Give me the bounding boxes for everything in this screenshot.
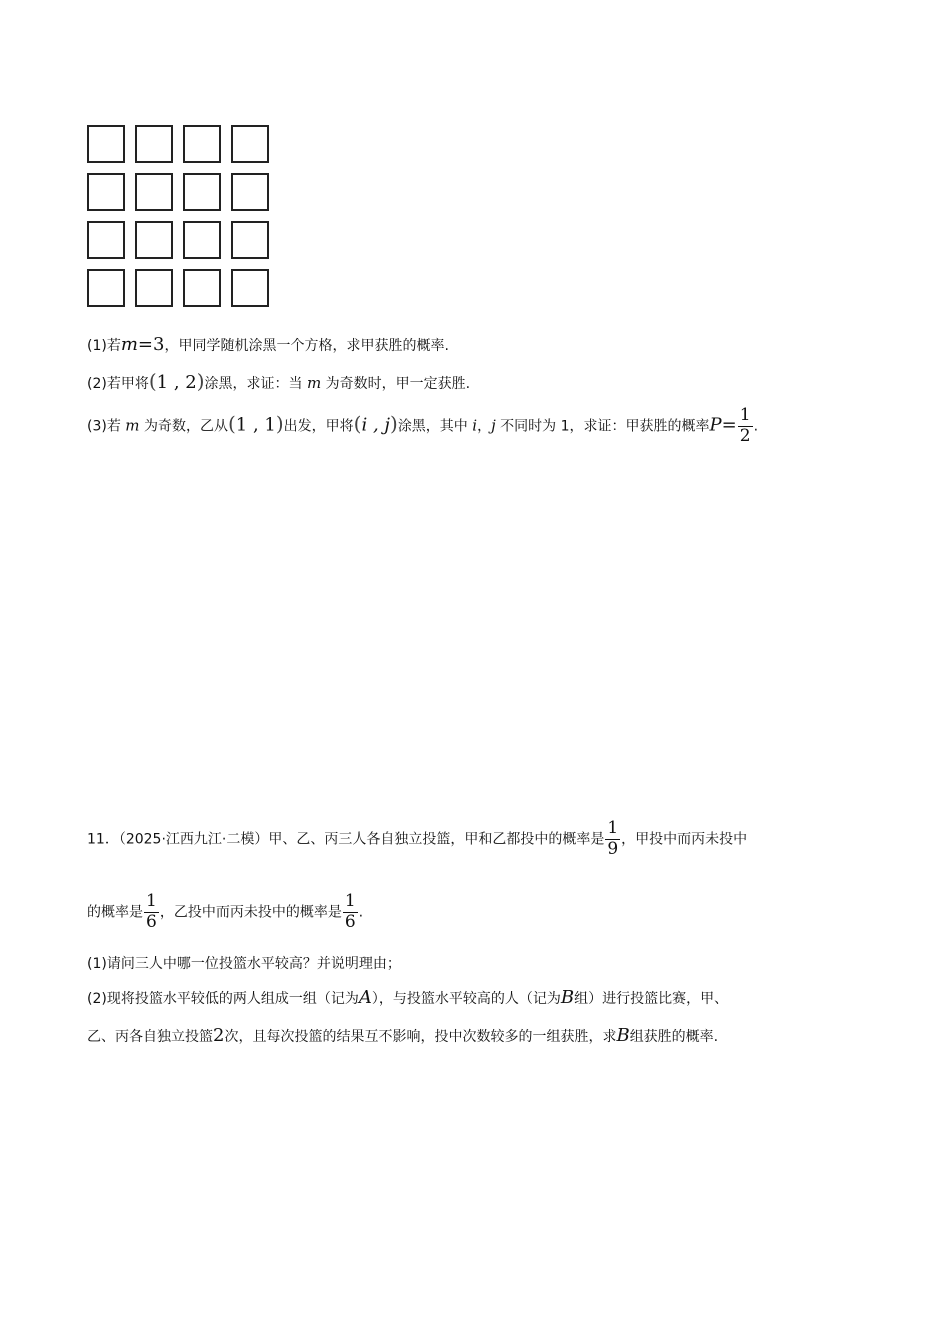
q3-t2: 出发，甲将: [283, 418, 354, 435]
problem-11-line-2: [87, 893, 363, 932]
question-1: [87, 336, 449, 354]
grid-cell: [135, 173, 173, 211]
fraction-denominator: 9: [607, 838, 619, 859]
problem-11-sub-1: [87, 957, 401, 971]
fraction-numerator: 1: [344, 891, 356, 911]
p11-s3-num: 2: [213, 1025, 225, 1046]
p11-l2-text: 的概率是: [87, 904, 143, 921]
grid-cell: [231, 173, 269, 211]
p11-l2-end: .: [358, 904, 364, 921]
var-b: B: [616, 1025, 630, 1046]
var-m: m: [125, 416, 140, 435]
problem-11-sub-2: [87, 989, 728, 1007]
q3-sep: ，: [477, 418, 492, 435]
var-j: j: [491, 416, 496, 435]
grid-cell: [87, 173, 125, 211]
fraction-one-sixth: [343, 893, 358, 932]
q3-coord-1: 1 , 1: [235, 414, 276, 436]
problem-11-header: 11．（2025·江西九江·二模）甲、乙、丙三人各自独立投篮，甲和乙都投中的概率是: [87, 831, 605, 848]
square-grid: [87, 125, 269, 307]
q3-eq: =: [721, 414, 737, 436]
q3-pre: (3)若: [87, 418, 126, 435]
q1-label: (1)若: [87, 338, 121, 354]
grid-cell: [87, 125, 125, 163]
grid-cell: [135, 269, 173, 307]
grid-cell: [231, 221, 269, 259]
p11-s2-b: ），与投篮水平较高的人（记为: [371, 991, 561, 1007]
grid-cell: [87, 221, 125, 259]
grid-cell: [135, 125, 173, 163]
paren-open: (: [148, 369, 157, 393]
q1-text: ，甲同学随机涂黑一个方格，求甲获胜的概率.: [164, 338, 449, 354]
var-b: B: [560, 987, 575, 1008]
question-2: [87, 371, 470, 392]
grid-cell: [231, 269, 269, 307]
q1-eq: =3: [137, 334, 165, 355]
fraction-denominator: 6: [146, 911, 157, 932]
q2-mid: 涂黑，求证：当: [204, 376, 307, 392]
p11-s3-b: 次，且每次投篮的结果互不影响，投中次数较多的一组获胜，求: [224, 1029, 617, 1045]
problem-11-sub-2-cont: [87, 1027, 718, 1045]
paren-close: ): [390, 411, 398, 436]
fraction-one-sixth: [144, 893, 159, 932]
q2-coord: 1 , 2: [156, 372, 197, 393]
q3-coord-2: i , j: [361, 414, 390, 436]
question-3: [87, 407, 758, 446]
p11-s3-c: 组获胜的概率.: [629, 1029, 719, 1045]
fraction-denominator: 2: [739, 425, 751, 446]
q3-end: .: [753, 418, 759, 435]
q3-t3: 涂黑，其中: [397, 418, 473, 435]
grid-cell: [135, 221, 173, 259]
q2-text: 为奇数时，甲一定获胜.: [321, 376, 471, 392]
paren-open: (: [353, 411, 362, 436]
grid-cell: [231, 125, 269, 163]
problem-11-line-1: [87, 820, 747, 859]
grid-cell: [183, 173, 221, 211]
problem-11-l1-end: ，甲投中而丙未投中: [621, 831, 748, 848]
var-i: i: [472, 416, 478, 435]
p11-l2-mid: ，乙投中而丙未投中的概率是: [159, 904, 342, 921]
q2-pre: (2)若甲将: [87, 376, 149, 392]
var-p: P: [709, 414, 722, 436]
p11-sub-1-text: (1)请问三人中哪一位投篮水平较高？并说明理由；: [87, 956, 401, 972]
p11-s2-c: 组）进行投篮比赛，甲、: [574, 991, 729, 1007]
p11-s3-a: 乙、丙各自独立投篮: [87, 1029, 213, 1045]
grid-cell: [87, 269, 125, 307]
fraction-numerator: 1: [607, 818, 619, 838]
fraction-numerator: 1: [739, 405, 751, 425]
q3-t4: 不同时为 1，求证：甲获胜的概率: [495, 418, 710, 435]
var-m: m: [120, 334, 138, 355]
p11-s2-a: (2)现将投篮水平较低的两人组成一组（记为: [87, 991, 359, 1007]
fraction-denominator: 6: [344, 911, 356, 932]
var-a: A: [358, 987, 372, 1008]
var-m: m: [307, 374, 322, 392]
fraction-half: [738, 407, 753, 446]
grid-cell: [183, 269, 221, 307]
grid-cell: [183, 221, 221, 259]
paren-close: ): [275, 411, 284, 436]
fraction-one-ninth: [605, 820, 620, 859]
paren-close: ): [196, 369, 205, 393]
q3-t1: 为奇数，乙从: [139, 418, 228, 435]
grid-cell: [183, 125, 221, 163]
paren-open: (: [227, 411, 236, 436]
fraction-numerator: 1: [146, 891, 157, 911]
